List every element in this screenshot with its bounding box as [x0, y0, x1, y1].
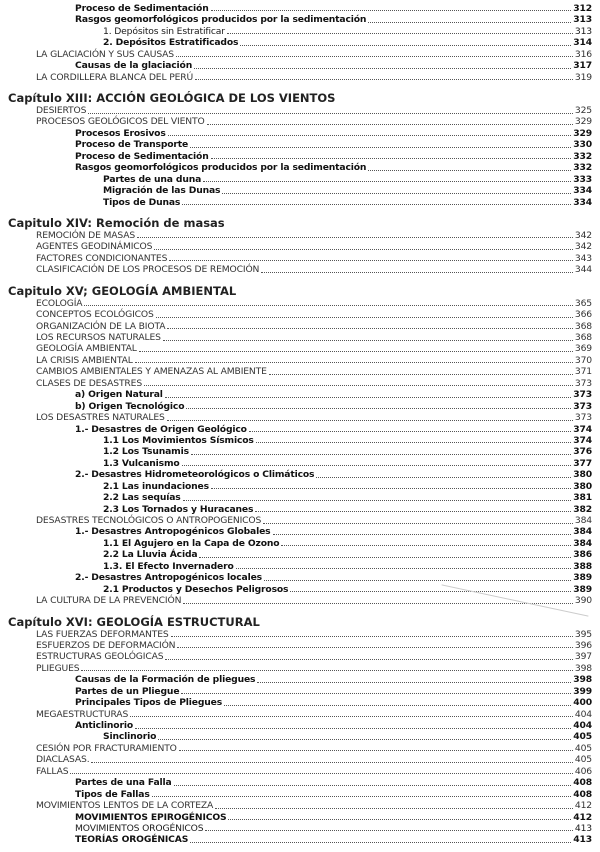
page-number: 384 — [574, 515, 592, 527]
toc-entry — [0, 128, 600, 139]
dot-leader — [290, 591, 571, 592]
dot-leader — [264, 580, 571, 581]
page-number: 319 — [574, 71, 592, 83]
chapter-heading: Capitulo XV; GEOLOGÍA AMBIENTAL — [8, 283, 237, 298]
dot-leader — [186, 408, 571, 409]
page-number: 396 — [574, 639, 592, 651]
dot-leader — [316, 477, 571, 478]
page-number: 344 — [574, 264, 592, 276]
toc-entry — [0, 355, 600, 366]
entry-title: MOVIMIENTOS OROGÉNICOS — [75, 822, 204, 834]
entry-title: DESIERTOS — [36, 105, 87, 117]
chapter-heading: Capítulo XVI: GEOLOGÍA ESTRUCTURAL — [8, 614, 260, 629]
dot-leader — [171, 636, 573, 637]
dot-leader — [165, 397, 571, 398]
dot-leader — [255, 511, 571, 512]
entry-title: ECOLOGÍA — [36, 297, 83, 309]
entry-title: LA CRISIS AMBIENTAL — [36, 354, 133, 366]
toc-entry — [0, 344, 600, 355]
page-number: 332 — [573, 162, 592, 174]
toc-entry — [0, 14, 600, 25]
entry-title: LA GLACIACIÓN Y SUS CAUSAS — [36, 48, 174, 60]
toc-entry — [0, 754, 600, 765]
entry-title: ESFUERZOS DE DEFORMACIÓN — [36, 639, 176, 651]
entry-title: Principales Tipos de Pliegues — [75, 697, 223, 709]
dot-leader — [227, 33, 573, 34]
toc-entry — [0, 37, 600, 48]
page-number: 313 — [574, 25, 592, 37]
toc-entry — [0, 241, 600, 252]
page-number: 313 — [573, 14, 592, 26]
toc-entry — [0, 709, 600, 720]
entry-title: Procesos Erosivos — [75, 127, 166, 139]
dot-leader — [91, 762, 572, 763]
page-number: 332 — [573, 150, 592, 162]
toc-entry — [0, 401, 600, 412]
entry-title: a) Origen Natural — [75, 389, 163, 401]
dot-leader — [240, 45, 571, 46]
dot-leader — [167, 420, 573, 421]
toc-entry — [0, 151, 600, 162]
page-number: 374 — [573, 434, 592, 446]
page-number: 413 — [573, 834, 592, 846]
page-number: 398 — [574, 662, 592, 674]
dot-leader — [163, 340, 573, 341]
toc-entry — [0, 253, 600, 264]
entry-title: Partes de una Falla — [75, 777, 172, 789]
entry-title: LAS FUERZAS DEFORMANTES — [36, 628, 169, 640]
dot-leader — [135, 728, 571, 729]
entry-title: 1. Depósitos sin Estratificar — [103, 25, 225, 37]
entry-title: Tipos de Dunas — [103, 196, 181, 208]
entry-title: 2.1 Las inundaciones — [103, 480, 209, 492]
entry-title: LA CORDILLERA BLANCA DEL PERÚ — [36, 71, 194, 83]
entry-title: REMOCIÓN DE MASAS — [36, 229, 136, 241]
page-number: 406 — [574, 765, 592, 777]
toc-entry — [0, 174, 600, 185]
page-number: 333 — [573, 173, 592, 185]
page-number: 404 — [574, 708, 592, 720]
page-number: 317 — [573, 60, 592, 72]
entry-title: GEOLOGÍA AMBIENTAL — [36, 343, 137, 355]
toc-entry — [0, 230, 600, 241]
entry-title: 1.2 Los Tsunamis — [103, 446, 189, 458]
dot-leader — [88, 113, 573, 114]
toc-entry — [0, 49, 600, 60]
toc-entry — [0, 389, 600, 400]
toc-entry — [0, 3, 600, 14]
entry-title: 1.1 Los Movimientos Sísmicos — [103, 434, 254, 446]
dot-leader — [281, 545, 571, 546]
page-number: 366 — [574, 309, 592, 321]
page-number: 334 — [573, 185, 592, 197]
dot-leader — [182, 204, 571, 205]
entry-title: MOVIMIENTOS EPIROGÉNICOS — [75, 811, 227, 823]
page-number: 373 — [573, 400, 592, 412]
toc-entry — [0, 732, 600, 743]
entry-title: MEGAESTRUCTURAS — [36, 708, 129, 720]
entry-title: TEORÍAS OROGÉNICAS — [75, 834, 189, 846]
page-number: 390 — [574, 595, 592, 607]
dot-leader — [211, 158, 572, 159]
page-number: 404 — [573, 720, 592, 732]
entry-title: LOS DESASTRES NATURALES — [36, 412, 165, 424]
entry-title: 2.- Desastres Hidrometeorológicos o Climáticos — [75, 469, 315, 481]
dot-leader — [135, 362, 573, 363]
dot-leader — [273, 534, 572, 535]
toc-entry — [0, 595, 600, 606]
entry-title: 1.3. El Efecto Invernadero — [103, 560, 234, 572]
dot-leader — [224, 705, 571, 706]
entry-title: 2.1 Productos y Desechos Peligrosos — [103, 583, 289, 595]
page-number: 413 — [574, 822, 592, 834]
page-number: 384 — [573, 537, 592, 549]
toc-entry — [0, 332, 600, 343]
page-number: 342 — [574, 229, 592, 241]
entry-title: Migración de las Dunas — [103, 185, 221, 197]
entry-title: Partes de una duna — [103, 173, 202, 185]
page-number: 399 — [573, 685, 592, 697]
toc-entry — [0, 309, 600, 320]
toc-entry — [0, 412, 600, 423]
page-number: 314 — [573, 37, 592, 49]
entry-title: 1.3 Vulcanismo — [103, 457, 180, 469]
toc-entry — [0, 26, 600, 37]
toc-entry — [0, 492, 600, 503]
toc-entry — [0, 663, 600, 674]
dot-leader — [158, 739, 571, 740]
dot-leader — [176, 56, 573, 57]
entry-title: LA CULTURA DE LA PREVENCIÓN — [36, 595, 182, 607]
page-number: 376 — [573, 446, 592, 458]
toc-entry — [0, 527, 600, 538]
toc-entry — [0, 549, 600, 560]
page-number: 343 — [574, 252, 592, 264]
entry-title: CAMBIOS AMBIENTALES Y AMENAZAS AL AMBIENTE — [36, 366, 267, 378]
page-number: 405 — [573, 731, 592, 743]
entry-title: Rasgos geomorfológicos producidos por la sedimentación — [75, 162, 367, 174]
dot-leader — [194, 68, 571, 69]
table-of-contents — [0, 3, 600, 846]
page-number: 316 — [574, 48, 592, 60]
entry-title: AGENTES GEODINÁMICOS — [36, 241, 153, 253]
toc-entry — [0, 572, 600, 583]
dot-leader — [368, 170, 571, 171]
entry-title: Rasgos geomorfológicos producidos por la sedimentación — [75, 14, 367, 26]
dot-leader — [191, 454, 571, 455]
toc-entry — [0, 515, 600, 526]
page-number: 374 — [573, 423, 592, 435]
entry-title: 2. Depósitos Estratificados — [103, 37, 239, 49]
dot-leader — [269, 374, 573, 375]
toc-entry — [0, 823, 600, 834]
entry-title: ESTRUCTURAS GEOLÓGICAS — [36, 651, 164, 663]
dot-leader — [236, 568, 572, 569]
page-number: 388 — [573, 560, 592, 572]
toc-entry — [0, 446, 600, 457]
page-number: 377 — [573, 457, 592, 469]
dot-leader — [211, 488, 571, 489]
entry-title: Partes de un Pliegue — [75, 685, 180, 697]
page-number: 405 — [574, 742, 592, 754]
toc-entry — [0, 469, 600, 480]
entry-title: Sinclinorio — [103, 731, 157, 743]
entry-title: PROCESOS GEOLÓGICOS DEL VIENTO — [36, 116, 205, 128]
dot-leader — [168, 135, 572, 136]
dot-leader — [203, 181, 571, 182]
page-number: 382 — [573, 503, 592, 515]
toc-entry — [0, 777, 600, 788]
page-number: 330 — [573, 139, 592, 151]
entry-title: FALLAS — [36, 765, 69, 777]
entry-title: 2.- Desastres Antropogénicos locales — [75, 572, 262, 584]
toc-entry — [0, 538, 600, 549]
entry-title: Anticlinorio — [75, 720, 133, 732]
entry-title: 1.- Desastres de Origen Geológico — [75, 423, 247, 435]
entry-title: 2.2 La Lluvia Ácida — [103, 549, 198, 561]
dot-leader — [84, 305, 573, 306]
toc-entry — [0, 561, 600, 572]
dot-leader — [156, 317, 573, 318]
toc-entry — [0, 743, 600, 754]
entry-title: Causas de la Formación de pliegues — [75, 674, 256, 686]
toc-entry — [0, 481, 600, 492]
toc-entry — [0, 766, 600, 777]
page-number: 405 — [574, 754, 592, 766]
toc-entry — [0, 185, 600, 196]
toc-entry — [0, 162, 600, 173]
toc-entry — [0, 720, 600, 731]
toc-entry — [0, 435, 600, 446]
page-number: 381 — [573, 492, 592, 504]
entry-title: CLASIFICACIÓN DE LOS PROCESOS DE REMOCIÓN — [36, 264, 260, 276]
toc-entry — [0, 504, 600, 515]
dot-leader — [177, 647, 573, 648]
page-number: 395 — [574, 628, 592, 640]
dot-leader — [167, 328, 573, 329]
dot-leader — [211, 10, 572, 11]
dot-leader — [207, 124, 573, 125]
entry-title: PLIEGUES — [36, 662, 80, 674]
dot-leader — [182, 465, 572, 466]
entry-title: 2.2 Las sequías — [103, 492, 181, 504]
toc-entry — [0, 789, 600, 800]
toc-entry — [0, 834, 600, 845]
toc-entry — [0, 321, 600, 332]
chapter-heading: Capitulo XIV: Remoción de masas — [8, 216, 225, 230]
entry-title: b) Origen Tecnológico — [75, 400, 185, 412]
dot-leader — [190, 842, 571, 843]
dot-leader — [228, 819, 571, 820]
entry-title: Causas de la glaciación — [75, 60, 193, 72]
page-number: 373 — [573, 389, 592, 401]
toc-entry — [0, 264, 600, 275]
dot-leader — [261, 272, 573, 273]
toc-entry — [0, 117, 600, 128]
entry-title: DESASTRES TECNOLÓGICOS O ANTROPOGENICOS — [36, 515, 262, 527]
dot-leader — [183, 500, 572, 501]
entry-title: CONCEPTOS ECOLÓGICOS — [36, 309, 154, 321]
dot-leader — [257, 682, 571, 683]
page-number: 368 — [574, 320, 592, 332]
entry-title: MOVIMIENTOS LENTOS DE LA CORTEZA — [36, 800, 214, 812]
page-number: 412 — [574, 800, 592, 812]
toc-entry — [0, 686, 600, 697]
toc-entry — [0, 651, 600, 662]
dot-leader — [263, 523, 573, 524]
page-number: 371 — [574, 366, 592, 378]
page-number: 369 — [574, 343, 592, 355]
page-number: 342 — [574, 241, 592, 253]
toc-entry — [0, 378, 600, 389]
page-number: 373 — [574, 412, 592, 424]
dot-leader — [190, 147, 571, 148]
toc-entry — [0, 800, 600, 811]
entry-title: Tipos de Fallas — [75, 788, 150, 800]
dot-leader — [195, 79, 573, 80]
page-number: 365 — [574, 297, 592, 309]
dot-leader — [199, 557, 571, 558]
dot-leader — [81, 670, 572, 671]
page-number: 398 — [573, 674, 592, 686]
page-number: 329 — [574, 116, 592, 128]
entry-title: Proceso de Sedimentación — [75, 150, 209, 162]
toc-entry — [0, 674, 600, 685]
page-number: 389 — [573, 572, 592, 584]
toc-entry — [0, 105, 600, 116]
dot-leader — [368, 22, 571, 23]
entry-title: FACTORES CONDICIONANTES — [36, 252, 168, 264]
page-number: 384 — [573, 526, 592, 538]
entry-title: Proceso de Sedimentación — [75, 2, 209, 14]
page-number: 329 — [573, 127, 592, 139]
page-number: 389 — [573, 583, 592, 595]
dot-leader — [181, 693, 571, 694]
toc-entry — [0, 72, 600, 83]
entry-title: CESIÓN POR FRACTURAMIENTO — [36, 742, 177, 754]
dot-leader — [222, 193, 571, 194]
toc-entry — [0, 60, 600, 71]
page-number: 368 — [574, 332, 592, 344]
dot-leader — [70, 773, 573, 774]
toc-entry — [0, 424, 600, 435]
entry-title: LOS RECURSOS NATURALES — [36, 332, 161, 344]
toc-entry — [0, 139, 600, 150]
dot-leader — [169, 260, 573, 261]
entry-title: DIACLASAS. — [36, 754, 90, 766]
dot-leader — [256, 442, 572, 443]
dot-leader — [174, 785, 572, 786]
entry-title: CLASES DE DESASTRES — [36, 377, 143, 389]
dot-leader — [215, 808, 573, 809]
dot-leader — [154, 249, 573, 250]
toc-entry — [0, 458, 600, 469]
dot-leader — [144, 385, 573, 386]
page-number: 408 — [573, 777, 592, 789]
entry-title: 1.1 El Agujero en la Capa de Ozono — [103, 537, 280, 549]
page-number: 397 — [574, 651, 592, 663]
dot-leader — [137, 237, 573, 238]
entry-title: 1.- Desastres Antropogénicos Globales — [75, 526, 271, 538]
entry-title: ORGANIZACIÓN DE LA BIOTA — [36, 320, 166, 332]
page-number: 312 — [573, 2, 592, 14]
page-number: 408 — [573, 788, 592, 800]
toc-entry — [0, 197, 600, 208]
dot-leader — [139, 351, 573, 352]
dot-leader — [183, 603, 573, 604]
dot-leader — [179, 750, 573, 751]
page-number: 325 — [574, 105, 592, 117]
chapter-heading: Capítulo XIII: ACCIÓN GEOLÓGICA DE LOS VIENTOS — [8, 91, 336, 106]
toc-entry — [0, 298, 600, 309]
page-number: 370 — [574, 354, 592, 366]
page-number: 386 — [573, 549, 592, 561]
toc-entry — [0, 640, 600, 651]
dot-leader — [165, 659, 573, 660]
toc-entry — [0, 812, 600, 823]
entry-title: 2.3 Los Tornados y Huracanes — [103, 503, 254, 515]
toc-entry — [0, 697, 600, 708]
toc-entry — [0, 366, 600, 377]
page-number: 334 — [573, 196, 592, 208]
page-number: 373 — [574, 377, 592, 389]
entry-title: Proceso de Transporte — [75, 139, 189, 151]
page-number: 380 — [573, 480, 592, 492]
page-number: 400 — [573, 697, 592, 709]
page-number: 412 — [573, 811, 592, 823]
dot-leader — [249, 431, 571, 432]
toc-entry — [0, 584, 600, 595]
dot-leader — [205, 830, 572, 831]
dot-leader — [152, 796, 572, 797]
toc-entry — [0, 629, 600, 640]
dot-leader — [130, 716, 573, 717]
page-number: 380 — [573, 469, 592, 481]
